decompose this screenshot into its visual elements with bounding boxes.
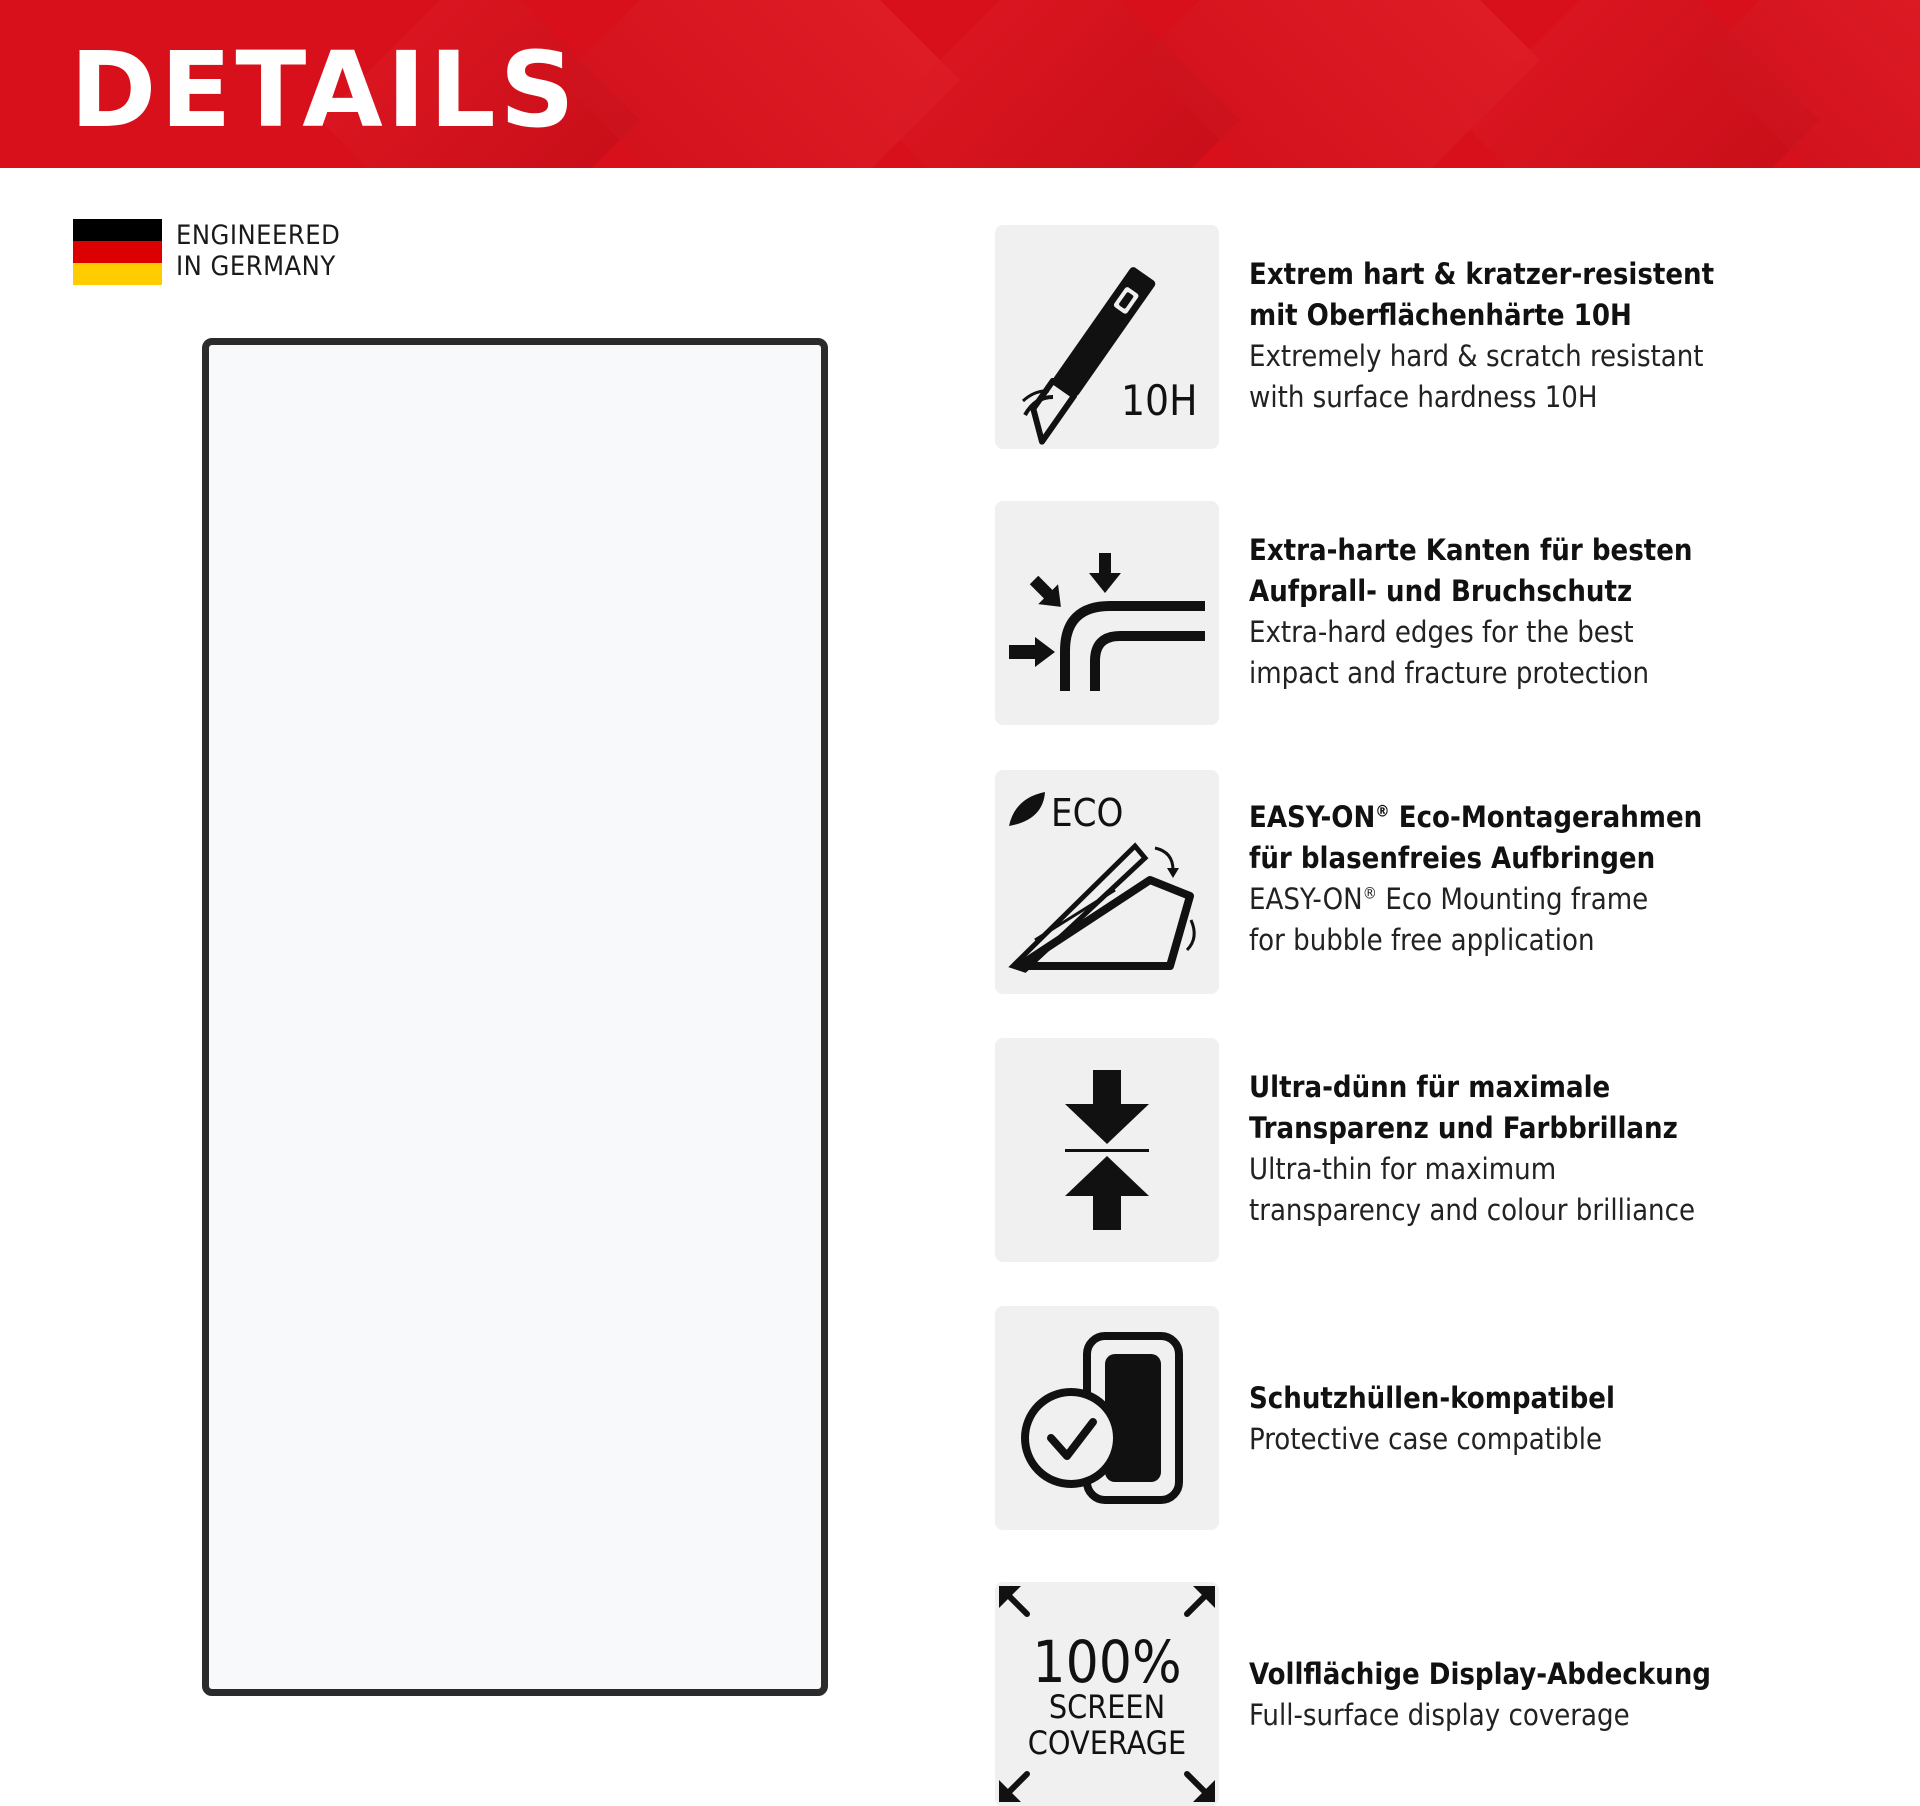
feature-desc-en-line-2: for bubble free application <box>1249 923 1595 957</box>
badge-line-2: IN GERMANY <box>176 251 336 282</box>
feature-title-rest: Eco-Montagerahmen <box>1389 800 1703 834</box>
eco-mounting-frame-icon <box>995 770 1219 994</box>
feature-hard-edges <box>995 501 1855 725</box>
coverage-number: 100 <box>1032 1628 1132 1696</box>
feature-ultra-thin <box>995 1038 1855 1262</box>
feature-title-de-line-2: Aufprall- und Bruchschutz <box>1249 574 1633 608</box>
feature-desc-en-line-1: Extra-hard edges for the best <box>1249 615 1634 649</box>
feature-title-de-line-2: für blasenfreies Aufbringen <box>1249 841 1656 875</box>
registered-mark: ® <box>1375 801 1390 821</box>
case-compatible-icon <box>995 1306 1219 1530</box>
feature-full-coverage <box>995 1582 1855 1806</box>
coverage-line-1: SCREEN <box>1048 1688 1166 1726</box>
feature-hardness <box>995 225 1855 449</box>
registered-mark: ® <box>1362 883 1378 903</box>
feature-easy-on-eco <box>995 770 1855 994</box>
feature-desc-en-line-1: Protective case compatible <box>1249 1422 1603 1456</box>
feature-desc-en-line-1: Extremely hard & scratch resistant <box>1249 339 1704 373</box>
coverage-percent: % <box>1131 1628 1182 1696</box>
feature-title-de-line-1 <box>1249 797 1809 838</box>
feature-title-de-line-1: Extra-harte Kanten für besten <box>1249 533 1693 567</box>
feature-desc-en-line-2: impact and fracture protection <box>1249 656 1650 690</box>
ultra-thin-arrows-icon <box>995 1038 1219 1262</box>
header-banner <box>0 0 1920 168</box>
badge-line-1: ENGINEERED <box>176 220 341 251</box>
feature-title-de-line-2: mit Oberflächenhärte 10H <box>1249 298 1632 332</box>
page-title: DETAILS <box>70 29 579 151</box>
cutter-knife-icon <box>995 225 1219 449</box>
feature-desc-en-line-2: with surface hardness 10H <box>1249 380 1598 414</box>
brand-name: EASY-ON <box>1249 882 1363 916</box>
feature-title-de-line-1: Vollflächige Display-Abdeckung <box>1249 1657 1711 1691</box>
brand-name: EASY-ON <box>1249 800 1376 834</box>
feature-desc-rest: Eco Mounting frame <box>1377 882 1649 916</box>
feature-title-de-line-1: Schutzhüllen-kompatibel <box>1249 1381 1615 1415</box>
coverage-line-2: COVERAGE <box>1027 1724 1187 1762</box>
device-screen-protector-outline <box>202 338 828 1696</box>
feature-desc-en-line-1: Ultra-thin for maximum <box>1249 1152 1557 1186</box>
german-flag-icon <box>73 219 162 285</box>
feature-title-de-line-2: Transparenz und Farbbrillanz <box>1249 1111 1678 1145</box>
feature-desc-en-line-1 <box>1249 879 1809 920</box>
impact-edge-icon <box>995 501 1219 725</box>
feature-title-de-line-1: Extrem hart & kratzer-resistent <box>1249 257 1715 291</box>
leaf-icon <box>1009 792 1045 826</box>
feature-desc-en-line-2: transparency and colour brilliance <box>1249 1193 1696 1227</box>
full-coverage-icon <box>995 1582 1219 1806</box>
hardness-label: 10H <box>1121 376 1198 425</box>
feature-title-de-line-1: Ultra-dünn für maximale <box>1249 1070 1611 1104</box>
eco-label: ECO <box>1051 791 1124 835</box>
feature-desc-en-line-1: Full-surface display coverage <box>1249 1698 1630 1732</box>
svg-text:100% <box>1032 1628 1181 1696</box>
feature-case-compatible <box>995 1306 1855 1530</box>
